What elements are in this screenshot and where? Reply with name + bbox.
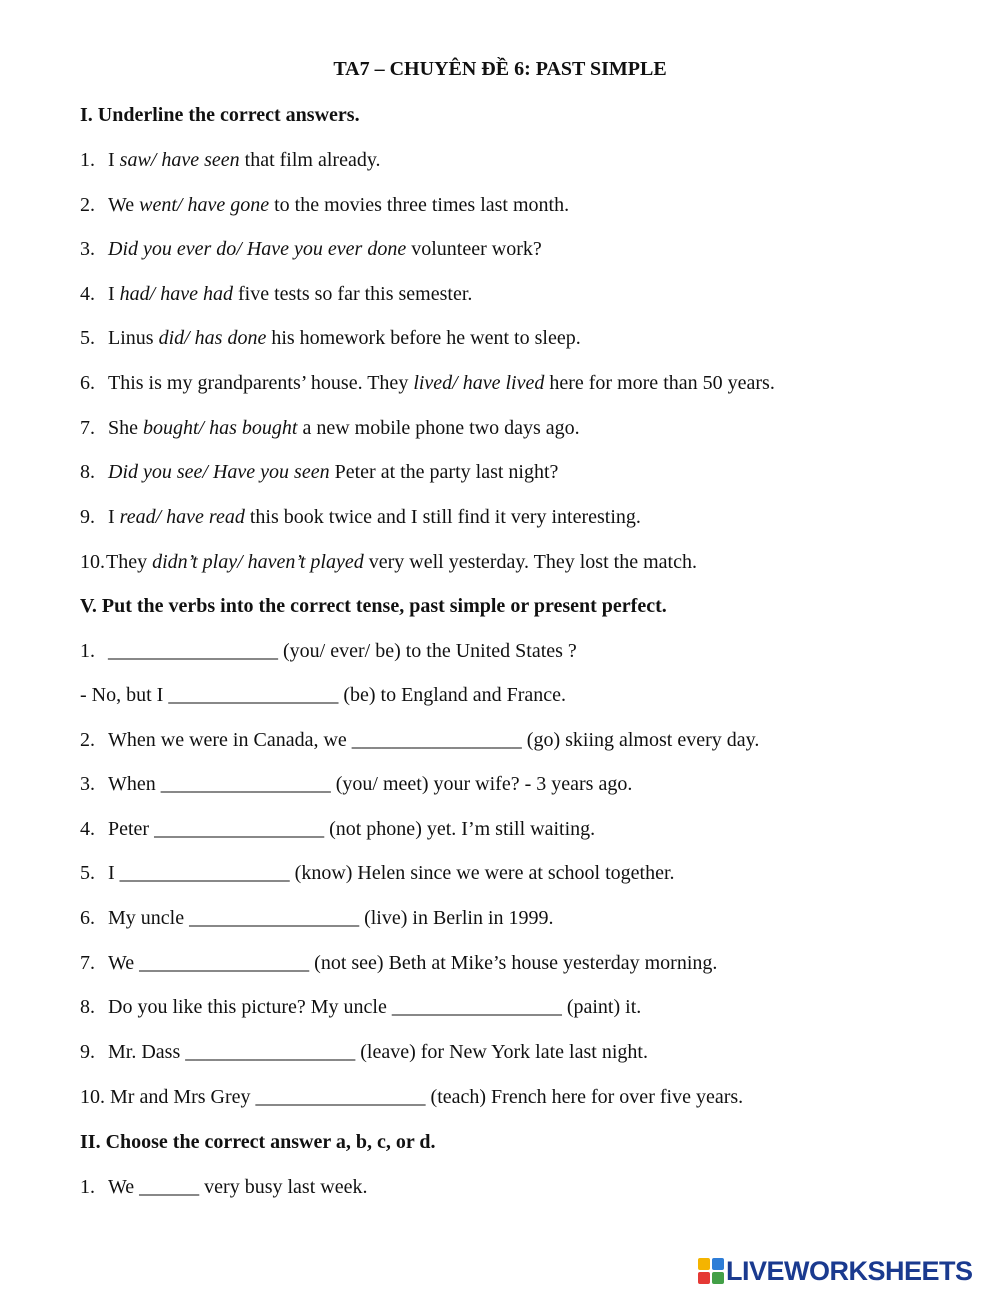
logo-square <box>712 1258 724 1270</box>
item-text: We <box>108 952 140 974</box>
answer-options: did/ has done <box>158 327 267 349</box>
logo-square <box>712 1272 724 1284</box>
exercise-item <box>80 684 566 707</box>
item-text: My uncle <box>108 907 190 929</box>
item-number: 2. <box>80 729 95 751</box>
item-text: Linus <box>108 327 159 349</box>
item-text: I <box>108 506 120 528</box>
item-number: 2. <box>80 194 95 216</box>
item-text: (paint) it. <box>561 996 642 1018</box>
item-number: 5. <box>80 327 95 349</box>
item-text: Peter at the party last night? <box>329 461 559 483</box>
item-text: This is my grandparents’ house. They <box>108 372 414 394</box>
exercise-item <box>80 1041 648 1064</box>
logo-text: LIVEWORKSHEETS <box>726 1255 973 1286</box>
item-number: 7. <box>80 952 95 974</box>
item-number: 8. <box>80 996 95 1018</box>
exercise-item <box>80 372 775 395</box>
item-number: 3. <box>80 238 95 260</box>
item-text: When we were in Canada, we <box>108 729 352 751</box>
item-text: Do you like this picture? My uncle <box>108 996 392 1018</box>
exercise-item <box>80 283 472 306</box>
answer-blank: _________________ <box>154 818 325 840</box>
answer-blank: _________________ <box>351 729 522 751</box>
answer-blank: _________________ <box>391 996 562 1018</box>
exercise-item <box>80 1086 743 1109</box>
exercise-item <box>80 1176 367 1199</box>
exercise-item <box>80 729 759 752</box>
item-text: Mr and Mrs Grey <box>110 1086 256 1108</box>
answer-options: Did you ever do/ Have you ever done <box>108 238 407 260</box>
answer-blank: _________________ <box>168 684 339 706</box>
exercise-item <box>80 907 554 930</box>
item-text: When <box>108 773 161 795</box>
answer-options: went/ have gone <box>139 194 270 216</box>
exercise-item <box>80 996 641 1019</box>
item-text: We <box>108 194 140 216</box>
item-text: a new mobile phone two days ago. <box>297 417 580 439</box>
item-text: I <box>108 862 120 884</box>
section-1-heading: I. Underline the correct answers. <box>80 104 360 126</box>
item-number: 4. <box>80 818 95 840</box>
item-number: 5. <box>80 862 95 884</box>
item-text: Peter <box>108 818 155 840</box>
section-3-heading: II. Choose the correct answer a, b, c, or d. <box>80 1131 436 1153</box>
item-text: here for more than 50 years. <box>544 372 775 394</box>
item-number: 1. <box>80 640 95 662</box>
item-number: 9. <box>80 1041 95 1063</box>
answer-options: had/ have had <box>119 283 233 305</box>
answer-blank: _________________ <box>119 862 290 884</box>
answer-options: Did you see/ Have you seen <box>108 461 330 483</box>
answer-blank: _________________ <box>185 1041 356 1063</box>
item-text: that film already. <box>239 149 381 171</box>
exercise-item <box>80 773 632 796</box>
liveworksheets-logo-icon <box>698 1258 724 1284</box>
exercise-item <box>80 417 580 440</box>
item-text: We <box>108 1176 140 1198</box>
item-text: Mr. Dass <box>108 1041 186 1063</box>
item-text: to the movies three times last month. <box>269 194 570 216</box>
item-text: very busy last week. <box>199 1176 368 1198</box>
answer-blank: _________________ <box>108 640 278 662</box>
item-number: 6. <box>80 372 95 394</box>
item-text: (leave) for New York late last night. <box>355 1041 648 1063</box>
item-number: 4. <box>80 283 95 305</box>
exercise-item <box>80 551 697 574</box>
item-text: volunteer work? <box>406 238 542 260</box>
item-text: I <box>108 149 120 171</box>
item-text: (not see) Beth at Mike’s house yesterday morning. <box>309 952 718 974</box>
answer-blank: _________________ <box>189 907 360 929</box>
item-number: 10. <box>80 1086 105 1108</box>
exercise-item <box>80 327 581 350</box>
exercise-item <box>80 238 542 261</box>
answer-options: bought/ has bought <box>143 417 298 439</box>
exercise-item <box>80 149 381 172</box>
exercise-item <box>80 952 717 975</box>
answer-blank: _________________ <box>160 773 331 795</box>
item-number: 7. <box>80 417 95 439</box>
item-text: (not phone) yet. I’m still waiting. <box>324 818 596 840</box>
item-text: (you/ meet) your wife? - 3 years ago. <box>330 773 633 795</box>
answer-blank: _________________ <box>255 1086 426 1108</box>
logo-square <box>698 1258 710 1270</box>
item-text: They <box>106 551 153 573</box>
item-text: (you/ ever/ be) to the United States ? <box>278 640 577 662</box>
exercise-item <box>80 640 577 663</box>
answer-options: didn’t play/ haven’t played <box>152 551 364 573</box>
worksheet-title: TA7 – CHUYÊN ĐỀ 6: PAST SIMPLE <box>333 58 667 80</box>
item-text: - No, but I <box>80 684 169 706</box>
liveworksheets-logo <box>698 1256 973 1286</box>
item-text: I <box>108 283 120 305</box>
exercise-item <box>80 194 569 217</box>
item-text: very well yesterday. They lost the match. <box>363 551 697 573</box>
exercise-item <box>80 506 641 529</box>
item-number: 1. <box>80 149 95 171</box>
exercise-item <box>80 862 675 885</box>
item-text: (teach) French here for over five years. <box>425 1086 744 1108</box>
item-text: (go) skiing almost every day. <box>521 729 760 751</box>
answer-blank: ______ <box>139 1176 200 1198</box>
item-number: 9. <box>80 506 95 528</box>
answer-options: lived/ have lived <box>413 372 545 394</box>
exercise-item <box>80 818 595 841</box>
section-2-heading: V. Put the verbs into the correct tense, past simple or present perfect. <box>80 595 667 617</box>
answer-options: read/ have read <box>119 506 245 528</box>
item-number: 8. <box>80 461 95 483</box>
logo-square <box>698 1272 710 1284</box>
item-number: 10. <box>80 551 105 573</box>
answer-options: saw/ have seen <box>119 149 240 171</box>
item-text: (live) in Berlin in 1999. <box>359 907 554 929</box>
item-text: (know) Helen since we were at school together. <box>289 862 675 884</box>
item-text: She <box>108 417 143 439</box>
answer-blank: _________________ <box>139 952 310 974</box>
item-text: five tests so far this semester. <box>232 283 473 305</box>
item-number: 1. <box>80 1176 95 1198</box>
item-text: (be) to England and France. <box>338 684 567 706</box>
item-number: 6. <box>80 907 95 929</box>
item-number: 3. <box>80 773 95 795</box>
item-text: his homework before he went to sleep. <box>266 327 581 349</box>
item-text: this book twice and I still find it very interesting. <box>244 506 641 528</box>
exercise-item <box>80 461 558 484</box>
